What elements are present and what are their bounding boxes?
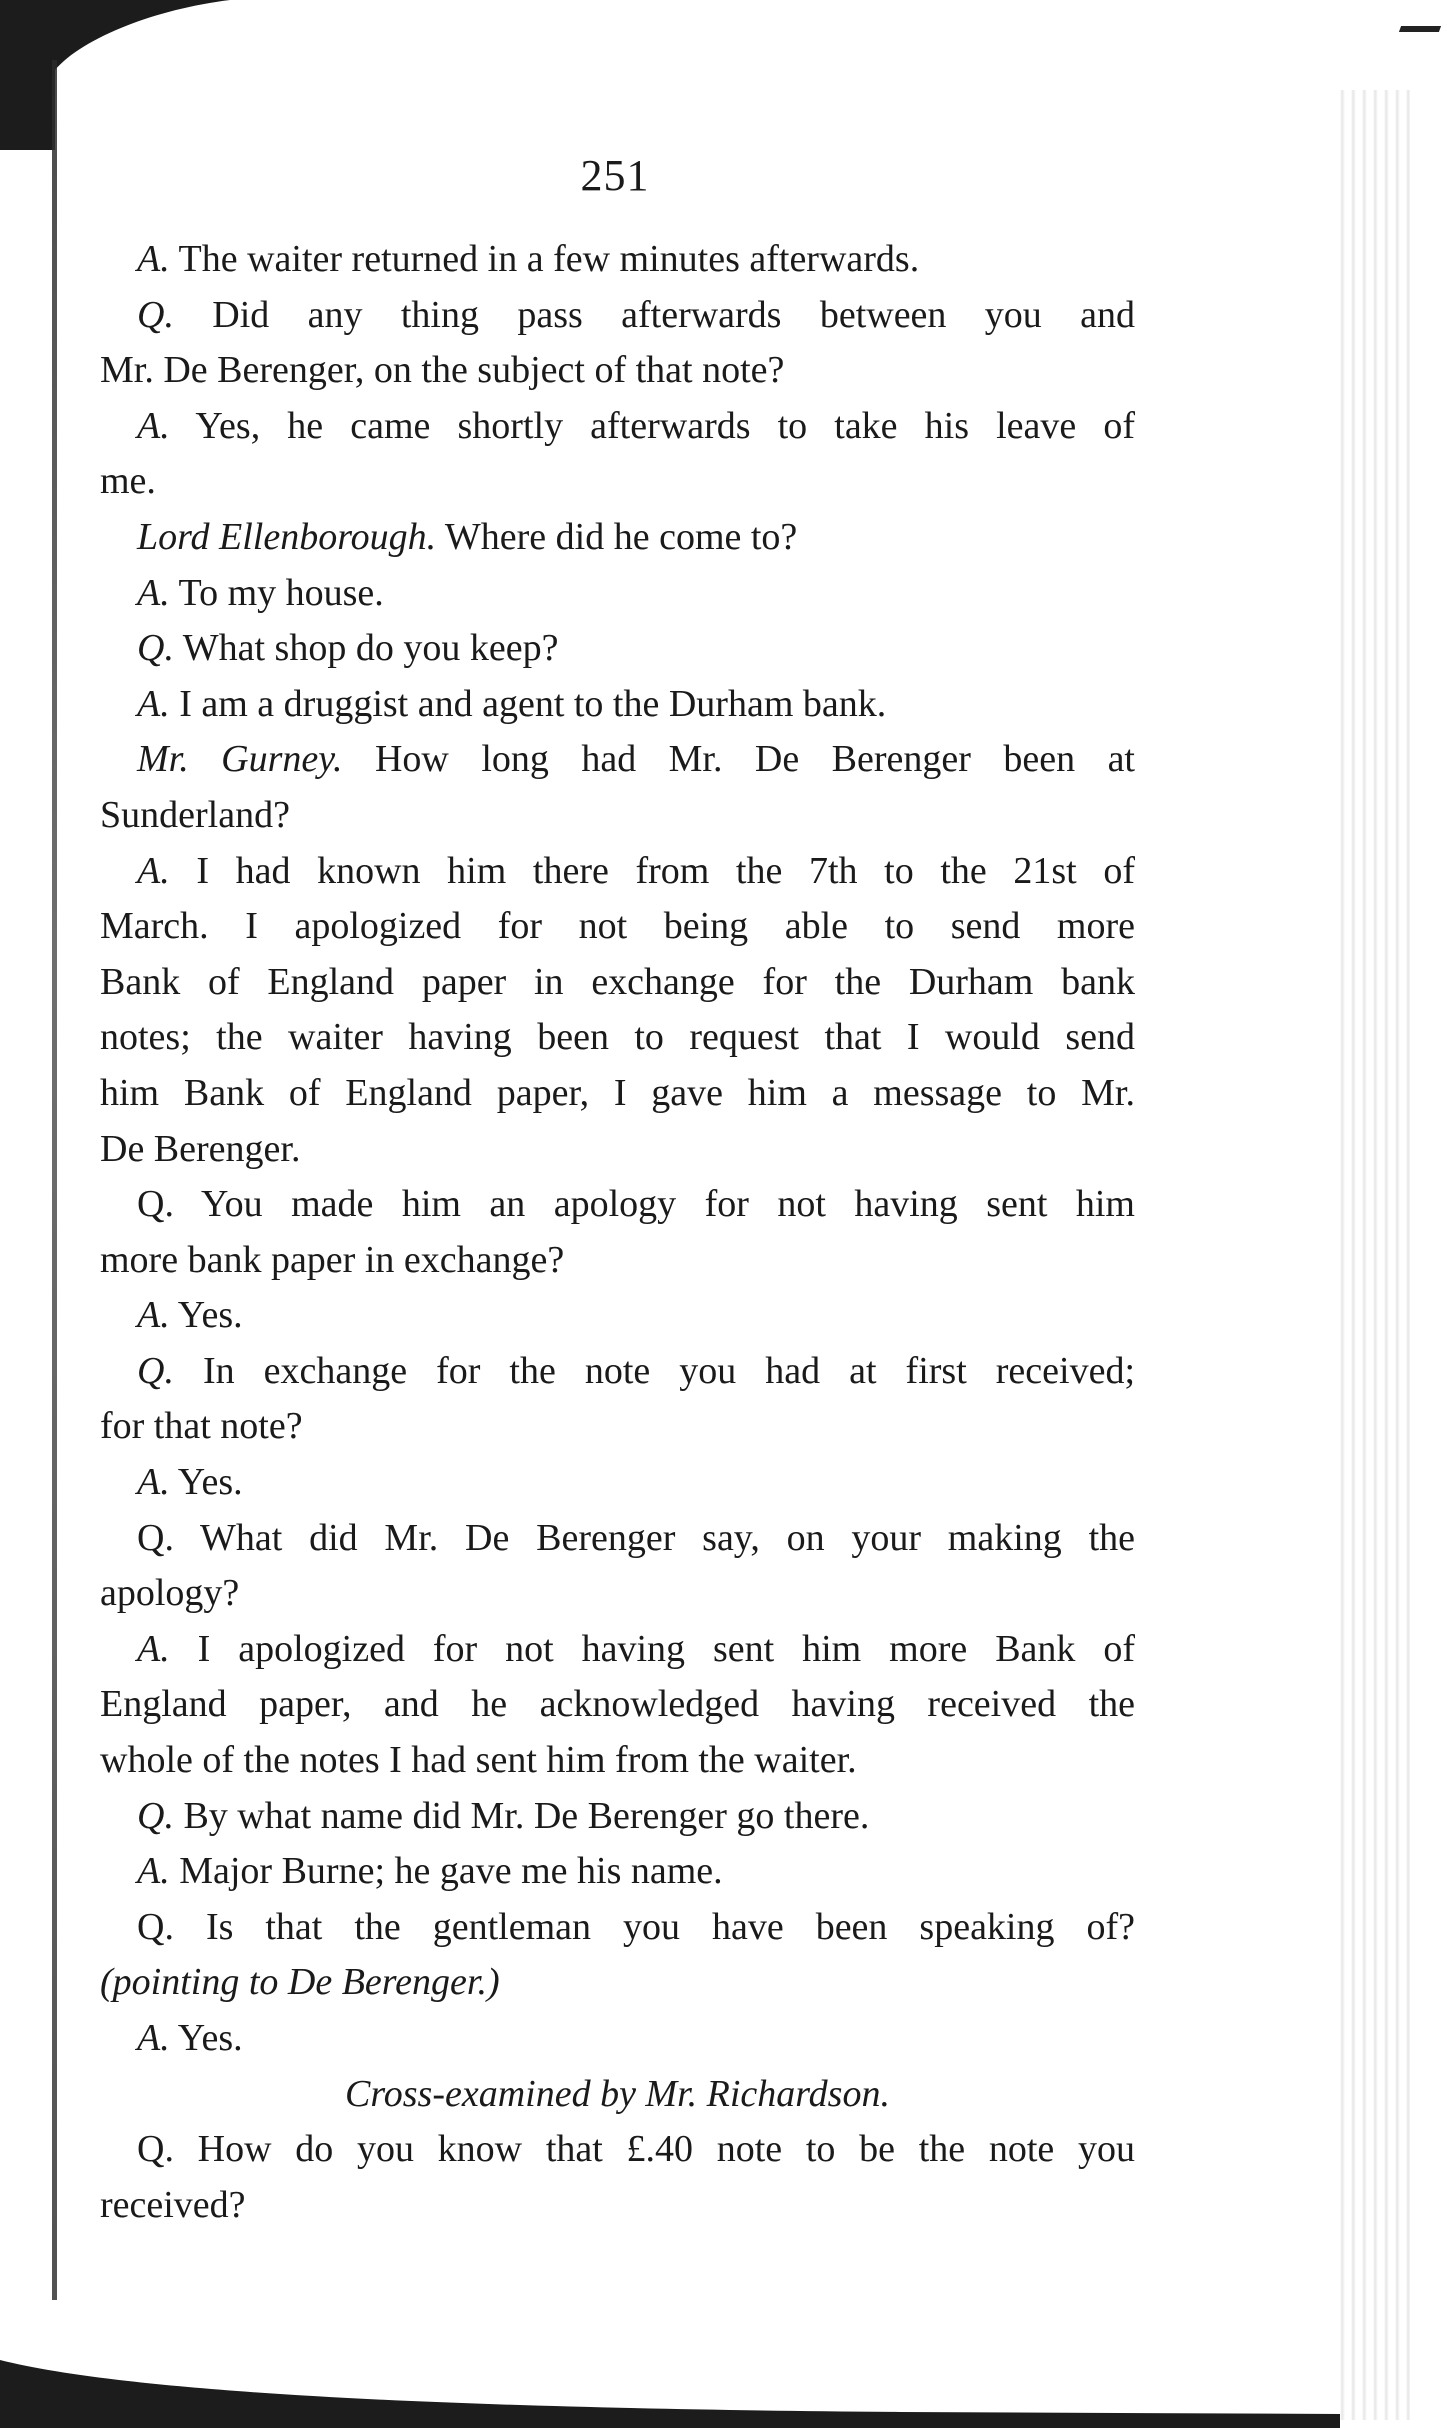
text-line [100,1177,1135,1233]
speaker-label: A. [137,849,170,892]
text-line [100,1900,1135,1956]
speaker-label: Q. [137,2128,174,2171]
text-line [100,1733,1135,1789]
text-line [100,1122,1135,1178]
speaker-label: Q. [137,293,174,336]
text-line [100,899,1135,955]
text-line [100,399,1135,455]
line-text: apology? [100,1572,240,1615]
text-line [100,2067,1135,2123]
line-text: me. [100,460,156,503]
line-text: The waiter returned in a few minutes afterwards. [169,238,920,280]
line-text: What did Mr. De Berenger say, on your making the [173,1516,1135,1559]
text-line [100,510,1135,566]
line-text: To my house. [169,571,384,614]
text-line [100,788,1135,844]
speaker-label: Mr. Gurney. [137,738,343,781]
text-line [100,1344,1135,1400]
line-text: I am a druggist and agent to the Durham bank. [169,682,887,725]
line-text: De Berenger. [100,1127,301,1170]
line-text: I had known him there from the 7th to the 21st of [169,849,1135,892]
text-line [100,1066,1135,1122]
text-line [100,677,1135,733]
speaker-label: Q. [137,1794,174,1837]
speaker-label: A. [137,1461,170,1504]
text-line [100,566,1135,622]
line-text: whole of the notes I had sent him from the waiter. [100,1739,857,1782]
text-line [100,844,1135,900]
text-line [100,1455,1135,1511]
text-line [100,1677,1135,1733]
line-text: more bank paper in exchange? [100,1238,565,1281]
speaker-label: Q. [137,1349,174,1392]
speaker-label: Lord Ellenborough. [137,515,437,558]
text-line [100,2122,1135,2178]
page-binding-edge [1340,90,1410,2420]
speaker-label: A. [137,1850,170,1893]
text-line [100,1399,1135,1455]
line-text: I apologized for not having sent him more Bank of [169,1627,1135,1670]
text-line [100,1622,1135,1678]
speaker-label: Q. [137,1905,174,1948]
line-text: You made him an apology for not having sent him [173,1183,1135,1226]
speaker-label: A. [137,571,170,614]
line-text: him Bank of England paper, I gave him a message to Mr. [100,1071,1135,1114]
speaker-label: A. [137,238,170,280]
line-text: Sunderland? [100,793,290,836]
line-text: received? [100,2183,246,2226]
line-text: Cross-examined by Mr. Richardson. [345,2072,890,2115]
text-line [100,1844,1135,1900]
line-text: Did any thing pass afterwards between you and [173,293,1135,336]
scan-mark [1399,26,1441,32]
text-line [100,1288,1135,1344]
line-text: How do you know that £.40 note to be the note you [173,2128,1135,2171]
text-line [100,1566,1135,1622]
line-text: Yes, he came shortly afterwards to take his leave of [169,404,1135,447]
line-text: What shop do you keep? [173,627,559,670]
speaker-label: A. [137,682,170,725]
speaker-label: A. [137,1627,170,1670]
line-text: Yes. [169,1294,243,1337]
scan-corner-shadow [0,0,230,150]
text-line [100,2011,1135,2067]
line-text: notes; the waiter having been to request that I would send [100,1016,1135,1059]
speaker-label: A. [137,1294,170,1337]
scan-bottom-shadow [0,2330,1447,2428]
speaker-label: A. [137,2017,170,2059]
text-line [100,1233,1135,1289]
text-line [100,454,1135,510]
text-line [100,732,1135,788]
line-text: Bank of England paper in exchange for the Durham bank [100,960,1135,1003]
text-line [100,1789,1135,1845]
testimony-text [100,232,1135,2233]
line-text: Major Burne; he gave me his name. [169,1850,723,1893]
line-text: By what name did Mr. De Berenger go there. [173,1794,870,1837]
line-text: England paper, and he acknowledged having received the [100,1683,1135,1726]
line-text: How long had Mr. De Berenger been at [342,738,1135,781]
speaker-label: Q. [137,627,174,670]
text-line [100,1955,1135,2011]
speaker-label: Q. [137,1516,174,1559]
page-left-edge [52,60,57,2300]
line-text: Mr. De Berenger, on the subject of that note? [100,349,785,392]
line-text: for that note? [100,1405,303,1448]
line-text: In exchange for the note you had at first received; [173,1349,1135,1392]
text-line [100,955,1135,1011]
text-line [100,343,1135,399]
speaker-label: Q. [137,1183,174,1226]
line-text: March. I apologized for not being able to send more [100,905,1135,948]
line-text: Yes. [169,1461,243,1504]
text-line [100,1511,1135,1567]
line-text: Yes. [169,2017,243,2059]
text-line [100,1010,1135,1066]
text-line [100,232,1135,288]
text-line [100,621,1135,677]
line-text: Is that the gentleman you have been speaking of? [173,1905,1135,1948]
line-text: (pointing to De Berenger.) [100,1961,500,2004]
speaker-label: A. [137,404,170,447]
line-text: Where did he come to? [436,515,798,558]
text-line [100,288,1135,344]
page-number: 251 [580,151,650,200]
text-line [100,2178,1135,2234]
